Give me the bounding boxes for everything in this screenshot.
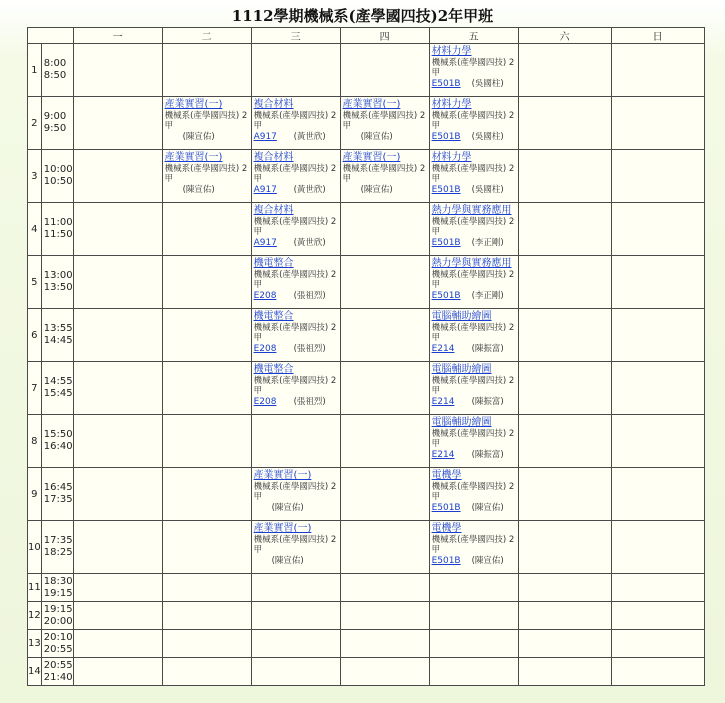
room-teacher-line (254, 343, 339, 355)
classroom-link[interactable]: E501B (431, 503, 461, 513)
class-name: 機械系(產學國四技) 2甲 (253, 482, 337, 502)
period-start-time: 16:45 (43, 482, 73, 493)
page-title: 1112學期機械系(產學國四技)2年甲班 (231, 7, 494, 25)
empty-cell (73, 658, 162, 686)
empty-cell (611, 203, 704, 256)
period-row (28, 521, 705, 574)
empty-cell (611, 521, 704, 574)
period-start-time: 8:00 (43, 58, 67, 69)
period-row (28, 150, 705, 203)
course-name-link[interactable]: 機電整合 (253, 364, 294, 375)
empty-cell (518, 97, 611, 150)
empty-cell (340, 630, 429, 658)
period-number: 14 (28, 658, 42, 686)
period-row (28, 256, 705, 309)
empty-cell (340, 309, 429, 362)
period-time (41, 150, 73, 203)
course-cell (429, 415, 518, 468)
classroom-link[interactable]: E214 (431, 344, 455, 354)
room-teacher-line (165, 131, 250, 143)
corner-cell (28, 28, 74, 44)
class-name: 機械系(產學國四技) 2甲 (253, 376, 337, 396)
empty-cell (162, 362, 251, 415)
period-time (41, 203, 73, 256)
period-end-time: 20:00 (43, 615, 73, 627)
course-cell (340, 97, 429, 150)
course-name-link[interactable]: 熱力學與實務應用 (431, 258, 512, 269)
empty-cell (518, 309, 611, 362)
period-number: 6 (28, 309, 42, 362)
class-name: 機械系(產學國四技) 2甲 (342, 164, 426, 184)
course-name-link[interactable]: 電腦輔助繪圖 (431, 311, 492, 322)
course-name-link[interactable]: 產業實習(一) (342, 99, 401, 110)
empty-cell (162, 415, 251, 468)
empty-cell (518, 602, 611, 630)
empty-cell (73, 630, 162, 658)
empty-cell (518, 630, 611, 658)
empty-cell (340, 574, 429, 602)
period-start-time: 14:55 (43, 376, 73, 387)
course-name-link[interactable]: 複合材料 (253, 152, 294, 163)
empty-cell (73, 415, 162, 468)
course-cell (251, 468, 340, 521)
period-start-time: 9:00 (43, 111, 67, 122)
class-name: 機械系(產學國四技) 2甲 (431, 429, 515, 449)
course-cell (340, 150, 429, 203)
period-row (28, 658, 705, 686)
empty-cell (518, 44, 611, 97)
teacher-name: (吳國柱) (471, 132, 504, 142)
day-header: 日 (611, 28, 704, 44)
day-header: 五 (429, 28, 518, 44)
empty-cell (162, 630, 251, 658)
empty-cell (251, 630, 340, 658)
course-name-link[interactable]: 熱力學與實務應用 (431, 205, 512, 216)
empty-cell (611, 44, 704, 97)
empty-cell (518, 574, 611, 602)
teacher-name: (陳振富) (471, 397, 504, 407)
empty-cell (611, 362, 704, 415)
period-row (28, 203, 705, 256)
room-teacher-line (254, 396, 339, 408)
empty-cell (73, 97, 162, 150)
period-start-time: 13:00 (43, 270, 73, 281)
empty-cell (340, 658, 429, 686)
class-name: 機械系(產學國四技) 2甲 (253, 217, 337, 237)
teacher-name: (黃世欣) (293, 238, 326, 248)
empty-cell (73, 574, 162, 602)
course-name-link[interactable]: 產業實習(一) (342, 152, 401, 163)
empty-cell (611, 150, 704, 203)
period-end-time: 10:50 (43, 176, 73, 187)
period-time (41, 362, 73, 415)
class-name: 機械系(產學國四技) 2甲 (253, 323, 337, 343)
empty-cell (73, 256, 162, 309)
class-name: 機械系(產學國四技) 2甲 (253, 270, 337, 290)
period-start-time: 13:55 (43, 323, 73, 334)
empty-cell (518, 521, 611, 574)
period-row (28, 415, 705, 468)
teacher-name: (陳宣佑) (271, 503, 304, 513)
course-cell (429, 150, 518, 203)
period-time (41, 97, 73, 150)
empty-cell (611, 574, 704, 602)
period-number: 2 (28, 97, 42, 150)
room-teacher-line (432, 78, 517, 90)
empty-cell (340, 256, 429, 309)
teacher-name: (李正剛) (471, 291, 504, 301)
teacher-name: (李正剛) (471, 238, 504, 248)
period-start-time: 19:15 (43, 603, 73, 615)
period-end-time: 17:35 (43, 494, 73, 505)
room-teacher-line (254, 131, 339, 143)
class-name: 機械系(產學國四技) 2甲 (431, 376, 515, 396)
room-teacher-line (432, 396, 517, 408)
course-name-link[interactable]: 材料力學 (431, 46, 472, 57)
course-cell (429, 309, 518, 362)
period-time (41, 658, 73, 686)
teacher-name: (陳宣佑) (471, 503, 504, 513)
teacher-name: (張祖烈) (293, 344, 326, 354)
empty-cell (340, 44, 429, 97)
teacher-name: (張祖烈) (293, 291, 326, 301)
empty-cell (73, 468, 162, 521)
empty-cell (73, 521, 162, 574)
course-cell (429, 362, 518, 415)
class-name: 機械系(產學國四技) 2甲 (164, 164, 248, 184)
teacher-name: (陳宣佑) (182, 132, 215, 142)
course-cell (162, 97, 251, 150)
classroom-link[interactable]: A917 (253, 185, 277, 195)
class-name: 機械系(產學國四技) 2甲 (253, 535, 337, 555)
empty-cell (518, 150, 611, 203)
teacher-name: (陳宣佑) (360, 132, 393, 142)
course-name-link[interactable]: 產業實習(一) (253, 523, 312, 534)
class-name: 機械系(產學國四技) 2甲 (431, 482, 515, 502)
period-time (41, 256, 73, 309)
course-name-link[interactable]: 電機學 (431, 470, 462, 481)
classroom-link[interactable]: E214 (431, 450, 455, 460)
class-name: 機械系(產學國四技) 2甲 (253, 164, 337, 184)
period-number: 7 (28, 362, 42, 415)
empty-cell (429, 630, 518, 658)
classroom-link[interactable]: A917 (253, 132, 277, 142)
day-header: 四 (340, 28, 429, 44)
period-row (28, 574, 705, 602)
room-teacher-line (343, 131, 428, 143)
empty-cell (73, 362, 162, 415)
classroom-link[interactable]: E214 (431, 397, 455, 407)
empty-cell (162, 203, 251, 256)
empty-cell (518, 468, 611, 521)
day-header: 六 (518, 28, 611, 44)
room-teacher-line (254, 290, 339, 302)
empty-cell (611, 97, 704, 150)
period-end-time: 15:45 (43, 388, 73, 399)
empty-cell (340, 415, 429, 468)
period-number: 13 (28, 630, 42, 658)
class-name: 機械系(產學國四技) 2甲 (431, 323, 515, 343)
course-name-link[interactable]: 機電整合 (253, 311, 294, 322)
course-cell (162, 150, 251, 203)
course-cell (251, 309, 340, 362)
empty-cell (162, 309, 251, 362)
period-start-time: 18:30 (43, 575, 73, 587)
period-number: 12 (28, 602, 42, 630)
class-name: 機械系(產學國四技) 2甲 (431, 164, 515, 184)
course-name-link[interactable]: 機電整合 (253, 258, 294, 269)
period-number: 11 (28, 574, 42, 602)
course-name-link[interactable]: 電腦輔助繪圖 (431, 417, 492, 428)
room-teacher-line (343, 184, 428, 196)
course-name-link[interactable]: 材料力學 (431, 152, 472, 163)
empty-cell (251, 44, 340, 97)
course-cell (251, 203, 340, 256)
period-time (41, 309, 73, 362)
empty-cell (429, 658, 518, 686)
classroom-link[interactable]: E501B (431, 238, 461, 248)
classroom-link[interactable]: A917 (253, 238, 277, 248)
empty-cell (73, 309, 162, 362)
course-name-link[interactable]: 電機學 (431, 523, 462, 534)
classroom-link[interactable]: E501B (431, 79, 461, 89)
classroom-link[interactable]: E501B (431, 556, 461, 566)
room-teacher-line (432, 131, 517, 143)
teacher-name: (吳國柱) (471, 79, 504, 89)
classroom-link[interactable]: E208 (253, 344, 277, 354)
course-cell (429, 256, 518, 309)
course-name-link[interactable]: 複合材料 (253, 99, 294, 110)
period-number: 8 (28, 415, 42, 468)
period-end-time: 16:40 (43, 441, 73, 452)
empty-cell (611, 256, 704, 309)
empty-cell (162, 521, 251, 574)
empty-cell (611, 658, 704, 686)
room-teacher-line (432, 184, 517, 196)
room-teacher-line (165, 184, 250, 196)
course-name-link[interactable]: 產業實習(一) (164, 152, 223, 163)
period-row (28, 602, 705, 630)
class-name: 機械系(產學國四技) 2甲 (342, 111, 426, 131)
period-number: 3 (28, 150, 42, 203)
course-cell (429, 521, 518, 574)
class-name: 機械系(產學國四技) 2甲 (253, 111, 337, 131)
period-end-time: 19:15 (43, 587, 73, 599)
empty-cell (162, 602, 251, 630)
empty-cell (73, 150, 162, 203)
class-name: 機械系(產學國四技) 2甲 (431, 217, 515, 237)
class-name: 機械系(產學國四技) 2甲 (431, 270, 515, 290)
empty-cell (162, 468, 251, 521)
empty-cell (251, 574, 340, 602)
period-start-time: 11:00 (43, 217, 73, 228)
room-teacher-line (432, 502, 517, 514)
period-number: 5 (28, 256, 42, 309)
empty-cell (162, 44, 251, 97)
classroom-link[interactable]: E208 (253, 291, 277, 301)
room-teacher-line (254, 184, 339, 196)
period-row (28, 630, 705, 658)
room-teacher-line (432, 237, 517, 249)
empty-cell (340, 468, 429, 521)
empty-cell (340, 521, 429, 574)
empty-cell (518, 362, 611, 415)
empty-cell (251, 602, 340, 630)
empty-cell (611, 309, 704, 362)
teacher-name: (陳宣佑) (471, 556, 504, 566)
period-row (28, 44, 705, 97)
teacher-name: (吳國柱) (471, 185, 504, 195)
class-name: 機械系(產學國四技) 2甲 (164, 111, 248, 131)
period-end-time: 18:25 (43, 547, 73, 558)
empty-cell (518, 415, 611, 468)
period-time (41, 44, 73, 97)
course-cell (251, 362, 340, 415)
period-end-time: 9:50 (43, 123, 67, 134)
teacher-name: (張祖烈) (293, 397, 326, 407)
room-teacher-line (254, 237, 339, 249)
period-number: 10 (28, 521, 42, 574)
class-name: 機械系(產學國四技) 2甲 (431, 58, 515, 78)
class-name: 機械系(產學國四技) 2甲 (431, 535, 515, 555)
empty-cell (251, 415, 340, 468)
course-name-link[interactable]: 產業實習(一) (253, 470, 312, 481)
period-time (41, 521, 73, 574)
period-number: 4 (28, 203, 42, 256)
period-end-time: 11:50 (43, 229, 73, 240)
course-name-link[interactable]: 複合材料 (253, 205, 294, 216)
empty-cell (611, 630, 704, 658)
course-cell (429, 468, 518, 521)
course-cell (251, 256, 340, 309)
empty-cell (340, 602, 429, 630)
empty-cell (518, 658, 611, 686)
period-time (41, 468, 73, 521)
empty-cell (162, 658, 251, 686)
empty-cell (340, 203, 429, 256)
classroom-link[interactable]: E208 (253, 397, 277, 407)
teacher-name: (黃世欣) (293, 132, 326, 142)
timetable (27, 27, 705, 686)
period-row (28, 362, 705, 415)
class-name: 機械系(產學國四技) 2甲 (431, 111, 515, 131)
course-cell (251, 521, 340, 574)
teacher-name: (黃世欣) (293, 185, 326, 195)
period-number: 9 (28, 468, 42, 521)
room-teacher-line (254, 502, 339, 514)
period-time (41, 630, 73, 658)
empty-cell (518, 203, 611, 256)
period-start-time: 17:35 (43, 535, 73, 546)
empty-cell (429, 574, 518, 602)
classroom-link[interactable]: E501B (431, 185, 461, 195)
teacher-name: (陳宣佑) (360, 185, 393, 195)
period-number: 1 (28, 44, 42, 97)
course-cell (429, 97, 518, 150)
period-row (28, 309, 705, 362)
period-start-time: 20:55 (43, 659, 73, 671)
empty-cell (340, 362, 429, 415)
day-header-row (28, 28, 705, 44)
period-end-time: 8:50 (43, 70, 67, 81)
course-name-link[interactable]: 電腦輔助繪圖 (431, 364, 492, 375)
period-start-time: 10:00 (43, 164, 73, 175)
period-time (41, 574, 73, 602)
period-time (41, 602, 73, 630)
empty-cell (162, 574, 251, 602)
period-start-time: 20:10 (43, 631, 73, 643)
period-end-time: 20:55 (43, 643, 73, 655)
empty-cell (429, 602, 518, 630)
teacher-name: (陳振富) (471, 450, 504, 460)
teacher-name: (陳宣佑) (271, 556, 304, 566)
course-name-link[interactable]: 產業實習(一) (164, 99, 223, 110)
day-header: 二 (162, 28, 251, 44)
period-row (28, 97, 705, 150)
period-end-time: 13:50 (43, 282, 73, 293)
room-teacher-line (432, 290, 517, 302)
empty-cell (251, 658, 340, 686)
empty-cell (611, 602, 704, 630)
classroom-link[interactable]: E501B (431, 291, 461, 301)
teacher-name: (陳宣佑) (182, 185, 215, 195)
period-end-time: 21:40 (43, 671, 73, 683)
period-end-time: 14:45 (43, 335, 73, 346)
course-name-link[interactable]: 材料力學 (431, 99, 472, 110)
classroom-link[interactable]: E501B (431, 132, 461, 142)
day-header: 一 (73, 28, 162, 44)
course-cell (251, 97, 340, 150)
course-cell (429, 203, 518, 256)
empty-cell (162, 256, 251, 309)
empty-cell (611, 468, 704, 521)
empty-cell (73, 602, 162, 630)
teacher-name: (陳振富) (471, 344, 504, 354)
period-start-time: 15:50 (43, 429, 73, 440)
day-header: 三 (251, 28, 340, 44)
room-teacher-line (254, 555, 339, 567)
course-cell (429, 44, 518, 97)
period-time (41, 415, 73, 468)
empty-cell (611, 415, 704, 468)
empty-cell (518, 256, 611, 309)
room-teacher-line (432, 343, 517, 355)
room-teacher-line (432, 449, 517, 461)
period-row (28, 468, 705, 521)
empty-cell (73, 44, 162, 97)
room-teacher-line (432, 555, 517, 567)
course-cell (251, 150, 340, 203)
empty-cell (73, 203, 162, 256)
